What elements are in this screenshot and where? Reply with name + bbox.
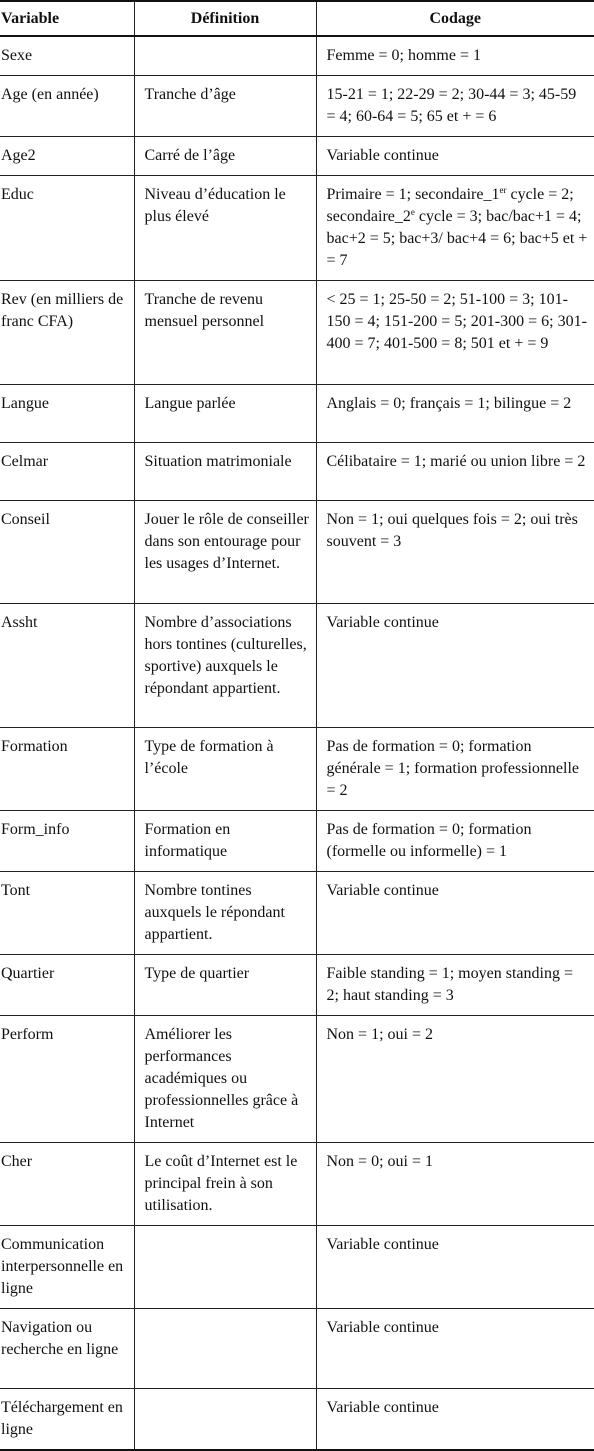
cell-codage: Non = 0; oui = 1 [316,1143,594,1226]
cell-definition: Langue parlée [134,385,316,443]
table-row [0,281,594,385]
table-row [0,1309,594,1389]
cell-variable: Age2 [0,137,134,176]
cell-codage: Variable continue [316,1226,594,1309]
cell-codage: Non = 1; oui = 2 [316,1016,594,1143]
cell-codage: Primaire = 1; secondaire_1er cycle = 2; secondaire_2e cycle = 3; bac/bac+1 = 4; bac+2 = 5; bac+3/ bac+4 = 6; bac+5 et + = 7 [316,176,594,281]
cell-variable: Formation [0,728,134,811]
cell-definition: Le coût d’Internet est le principal frein à son utilisation. [134,1143,316,1226]
header-row [0,1,594,36]
cell-definition: Tranche de revenu mensuel personnel [134,281,316,385]
header-codage: Codage [316,1,594,36]
cell-variable: Celmar [0,443,134,501]
cell-variable: Langue [0,385,134,443]
table-row [0,811,594,872]
cell-definition: Améliorer les performances académiques ou professionnelles grâce à Internet [134,1016,316,1143]
table-row [0,76,594,137]
cell-codage: Variable continue [316,1309,594,1389]
cell-definition: Niveau d’éducation le plus élevé [134,176,316,281]
cell-codage: < 25 = 1; 25-50 = 2; 51-100 = 3; 101-150 = 4; 151-200 = 5; 201-300 = 6; 301-400 = 7; 401-500 = 8; 501 et + = 9 [316,281,594,385]
cell-variable: Form_info [0,811,134,872]
cell-codage: Pas de formation = 0; formation (formelle ou informelle) = 1 [316,811,594,872]
cell-codage: Non = 1; oui quelques fois = 2; oui très souvent = 3 [316,501,594,604]
cell-definition [134,36,316,76]
cell-variable: Navigation ou recherche en ligne [0,1309,134,1389]
cell-codage: Variable continue [316,137,594,176]
cell-variable: Age (en année) [0,76,134,137]
table-row [0,1016,594,1143]
cell-variable: Rev (en milliers de franc CFA) [0,281,134,385]
cell-variable: Téléchargement en ligne [0,1389,134,1451]
cell-codage: Pas de formation = 0; formation générale = 1; formation professionnelle = 2 [316,728,594,811]
header-definition: Définition [134,1,316,36]
cell-codage: Variable continue [316,1389,594,1451]
cell-variable: Tont [0,872,134,955]
cell-variable: Perform [0,1016,134,1143]
table-row [0,872,594,955]
table-row [0,1143,594,1226]
header-variable: Variable [0,1,134,36]
cell-codage: 15-21 = 1; 22-29 = 2; 30-44 = 3; 45-59 = 4; 60-64 = 5; 65 et + = 6 [316,76,594,137]
cell-definition: Carré de l’âge [134,137,316,176]
table-row [0,1389,594,1451]
cell-variable: Conseil [0,501,134,604]
cell-definition: Formation en informatique [134,811,316,872]
cell-definition: Type de formation à l’école [134,728,316,811]
cell-variable: Communication interpersonnelle en ligne [0,1226,134,1309]
table-row [0,176,594,281]
cell-codage: Variable continue [316,872,594,955]
cell-variable: Educ [0,176,134,281]
cell-variable: Quartier [0,955,134,1016]
cell-variable: Sexe [0,36,134,76]
table-row [0,955,594,1016]
table-row [0,728,594,811]
table-row [0,137,594,176]
table-row [0,604,594,728]
cell-codage: Variable continue [316,604,594,728]
cell-variable: Assht [0,604,134,728]
cell-definition: Nombre d’associations hors tontines (culturelles, sportive) auxquels le répondant appartient. [134,604,316,728]
cell-definition: Type de quartier [134,955,316,1016]
cell-definition [134,1309,316,1389]
cell-definition: Jouer le rôle de conseiller dans son entourage pour les usages d’Internet. [134,501,316,604]
cell-definition: Situation matrimoniale [134,443,316,501]
cell-definition [134,1226,316,1309]
cell-definition: Nombre tontines auxquels le répondant appartient. [134,872,316,955]
cell-codage: Faible standing = 1; moyen standing = 2; haut standing = 3 [316,955,594,1016]
cell-codage: Célibataire = 1; marié ou union libre = 2 [316,443,594,501]
table-row [0,1226,594,1309]
table-row [0,443,594,501]
table-row [0,501,594,604]
cell-definition [134,1389,316,1451]
table-row [0,36,594,76]
cell-variable: Cher [0,1143,134,1226]
table-row [0,385,594,443]
cell-definition: Tranche d’âge [134,76,316,137]
cell-codage: Anglais = 0; français = 1; bilingue = 2 [316,385,594,443]
cell-codage: Femme = 0; homme = 1 [316,36,594,76]
